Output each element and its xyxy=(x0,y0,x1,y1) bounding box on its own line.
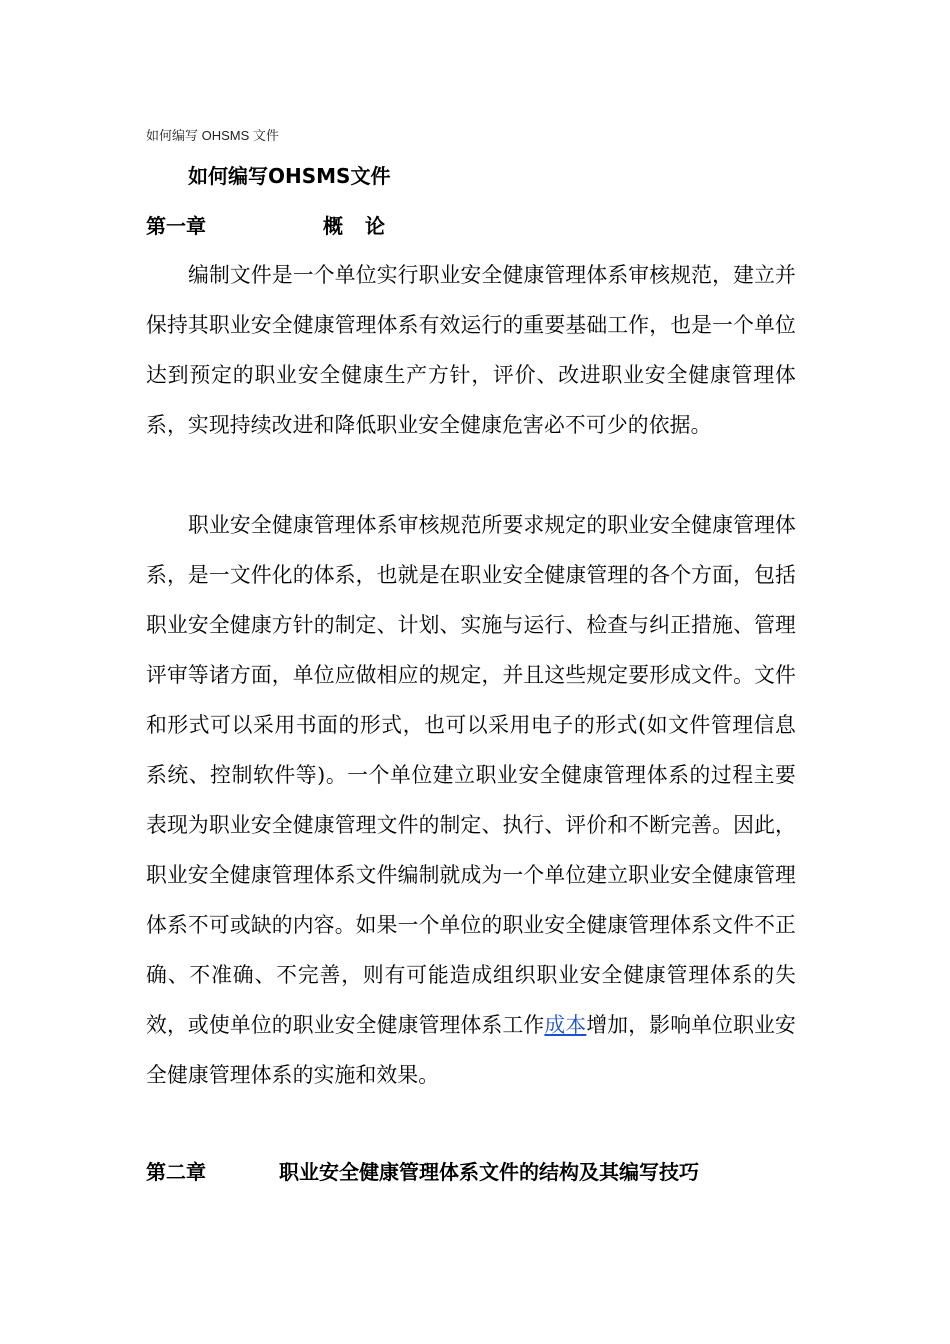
chapter-1-number: 第一章 xyxy=(146,214,206,238)
chapter-2-number: 第二章 xyxy=(146,1160,206,1184)
chapter-2-title: 职业安全健康管理体系文件的结构及其编写技巧 xyxy=(279,1160,699,1184)
chapter-2-heading xyxy=(146,1156,796,1188)
paragraph-1: 编制文件是一个单位实行职业安全健康管理体系审核规范，建立并保持其职业安全健康管理体系有效运行的重要基础工作，也是一个单位达到预定的职业安全健康生产方针，评价、改进职业安全健康管理体系，实现持续改进和降低职业安全健康危害必不可少的依据。 xyxy=(146,263,796,437)
chapter-1-heading xyxy=(146,210,446,242)
running-header: 如何编写 OHSMS 文件 xyxy=(146,128,279,143)
cost-link[interactable]: 成本 xyxy=(544,1013,587,1037)
paragraph-2-text-after-link: 增加，影响单位职业安全健康管理体系的实施和效果。 xyxy=(146,1013,796,1087)
chapter-1-title: 概论 xyxy=(323,214,407,238)
paragraph-2-text-before-link: 职业安全健康管理体系审核规范所要求规定的职业安全健康管理体系，是一文件化的体系，也就是在职业安全健康管理的各个方面，包括职业安全健康方针的制定、计划、实施与运行、检查与纠正措施、管理评审等诸方面，单位应做相应的规定，并且这些规定要形成文件。文件和形式可以采用书面的形式，也可以采用电子的形式(如文件管理信息系统、控制软件等)。一个单位建立职业安全健康管理体系的过程主要表现为职业安全健康管理文件的制定、执行、评价和不断完善。因此，职业安全健康管理体系文件编制就成为一个单位建立职业安全健康管理体系不可或缺的内容。如果一个单位的职业安全健康管理体系文件不正确、不准确、不完善，则有可能造成组织职业安全健康管理体系的失效，或使单位的职业安全健康管理体系工作 xyxy=(146,513,796,1037)
document-title: 如何编写OHSMS文件 xyxy=(188,164,391,188)
paragraph-2 xyxy=(146,500,796,1100)
